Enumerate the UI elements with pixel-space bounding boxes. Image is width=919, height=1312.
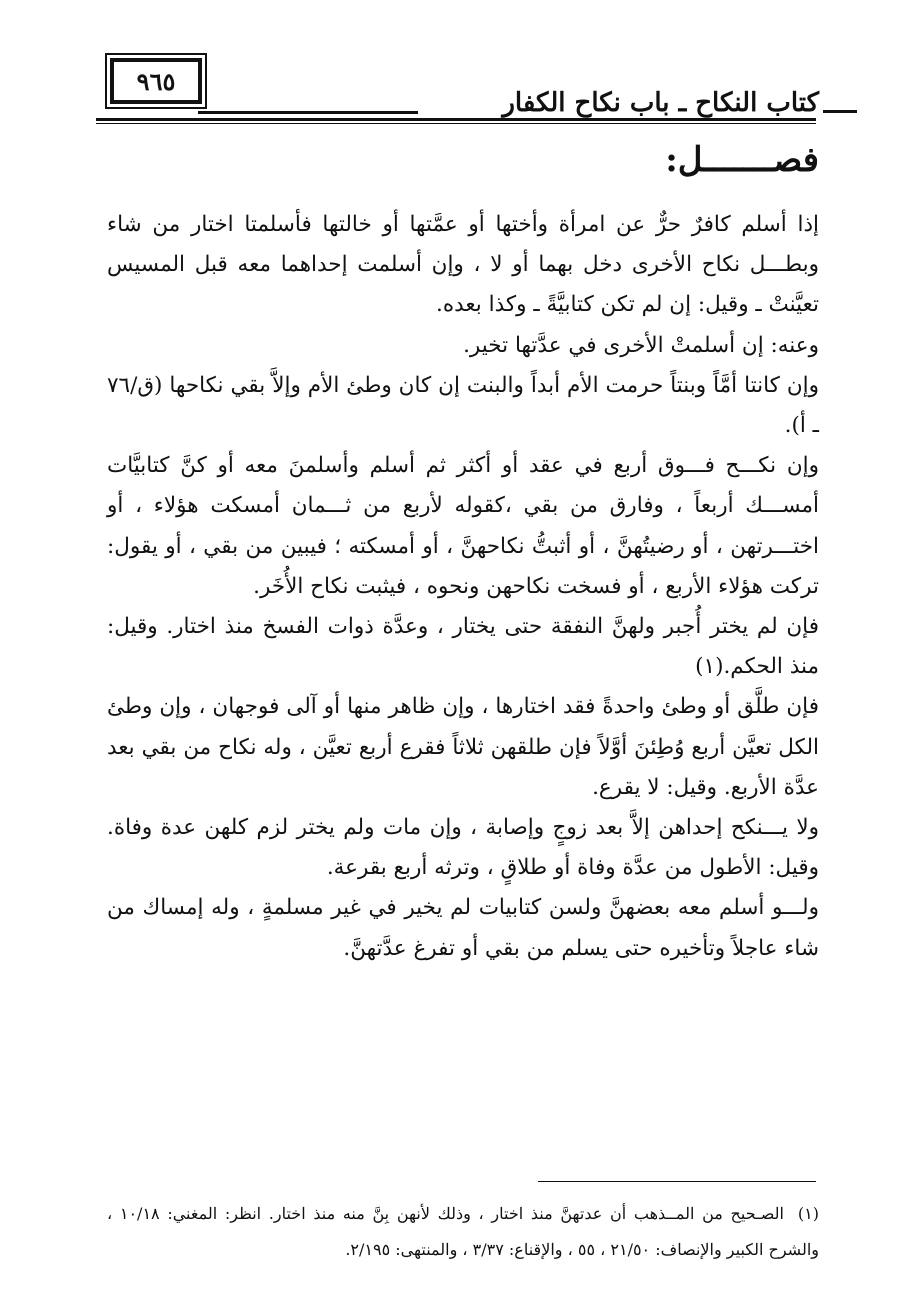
footnote-separator	[538, 1181, 816, 1182]
footnote	[107, 1196, 819, 1268]
paragraph: وإن كانتا أمَّاً وبنتاً حرمت الأم أبداً والبنت إن كان وطئ الأم وإلاَّ بقي نكاحها (ق/٧٦ ـ أ).	[107, 372, 819, 439]
header-rule	[96, 118, 816, 121]
body-text	[107, 205, 819, 969]
page-number: ٩٦٥	[110, 58, 202, 104]
paragraph: وعنه: إن أسلمتْ الأخرى في عدَّتها تخير.	[463, 332, 819, 358]
header-dash-lead	[823, 110, 857, 113]
paragraph: ولا يـــنكح إحداهن إلاَّ بعد زوجٍ وإصابة ، وإن مات ولم يختر لزم كلهن عدة وفاة. وقيل: الأطول من عدَّة وفاة أو طلاقٍ ، وترثه أربع بقرعة.	[107, 815, 819, 881]
footnote-marker: (١)	[797, 1204, 820, 1223]
paragraph: فإن لم يختر أُجبر ولهنَّ النفقة حتى يختار ، وعدَّة ذوات الفسخ منذ اختار. وقيل: منذ الحكم.(١)	[107, 614, 819, 680]
header-rule-thin	[96, 123, 816, 124]
paragraph: ولـــو أسلم معه بعضهنَّ ولسن كتابيات لم يخير في غير مسلمةٍ ، وله إمساك من شاء عاجلاً وتأخيره حتى يسلم من بقي أو تفرغ عدَّتهنَّ.	[107, 895, 819, 961]
running-title: كتاب النكاح ـ باب نكاح الكفار	[502, 88, 819, 118]
section-heading: فصـــــــل:	[665, 140, 819, 180]
header-dash-tail	[198, 111, 418, 114]
paragraph: إذا أسلم كافرٌ حرٌّ عن امرأة وأختها أو عمَّتها أو خالتها فأسلمتا اختار من شاء وبطـــل نكاح الأخرى دخل بهما أو لا ، وإن أسلمت إحداهما معه قبل المسيس تعيَّنتْ ـ وقيل: إن لم تكن كتابيَّةً ـ وكذا بعده.	[107, 212, 819, 318]
footnote-text: الصـحيح من المــذهب أن عدتهنَّ منذ اختار ، وذلك لأنهن بِنَّ منه منذ اختار. انظر: المغني: ١٠/١٨ ، والشرح الكبير والإنصاف: ٢١/٥٠ ، ٥٥ ، والإقناع: ٣/٣٧ ، والمنتهى: ٢/١٩٥.	[107, 1204, 819, 1259]
paragraph: وإن نكـــح فـــوق أربع في عقد أو أكثر ثم أسلم وأسلمنَ معه أو كنَّ كتابيَّات أمســـك أربعاً ، وفارق من بقي ،كقوله لأربع من ثـــمان أمسكت هؤلاء ، أو اختـــرتهن ، أو رضيتُهنَّ ، أو أثبتُّ نكاحهنَّ ، أو أمسكته ؛ فيبين من بقي ، أو يقول: تركت هؤلاء الأربع ، أو فسخت نكاحهن ونحوه ، فيثبت نكاح الأُخَر.	[107, 453, 819, 599]
paragraph: فإن طلَّق أو وطئ واحدةً فقد اختارها ، وإن ظاهر منها أو آلى فوجهان ، وإن وطئ الكل تعيَّن أربع وُطِئنَ أوَّلاً فإن طلقهن ثلاثاً فقرع أربع تعيَّن ، وله نكاح من بقي بعد عدَّة الأربع. وقيل: لا يقرع.	[107, 694, 819, 800]
